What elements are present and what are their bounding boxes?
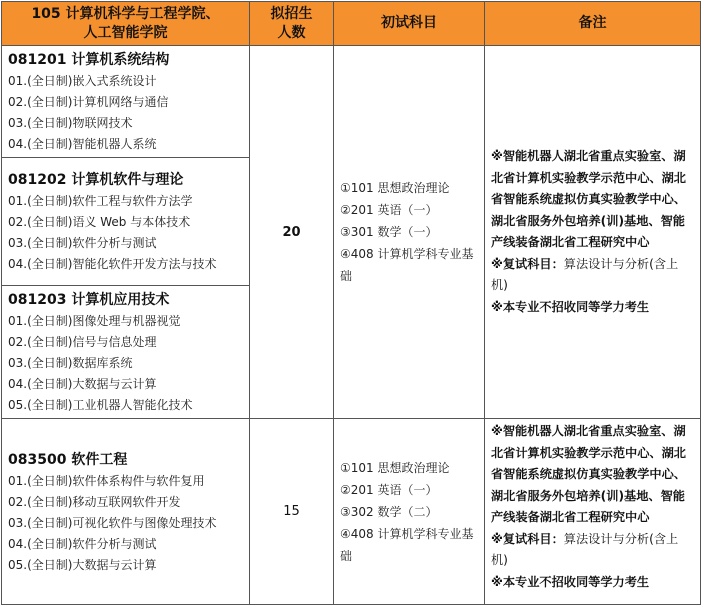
direction-item: 04.(全日制)智能化软件开发方法与技术 xyxy=(8,257,217,271)
exam-subject: ②201 英语（一） xyxy=(340,482,438,497)
note-labs: ※智能机器人湖北省重点实验室、湖北省计算机实验教学示范中心、湖北省智能系统虚拟仿真实验教学中心、湖北省服务外包培养(训)基地、智能产线装备湖北省工程研究中心 xyxy=(491,424,686,524)
note-retest-label: ※复试科目： xyxy=(491,531,564,546)
major-title: 081203 计算机应用技术 xyxy=(8,292,170,308)
notes-cell xyxy=(485,419,701,605)
exam-subject: ①101 思想政治理论 xyxy=(340,181,450,195)
direction-item: 05.(全日制)大数据与云计算 xyxy=(8,557,157,572)
header-college-line1: 105 计算机科学与工程学院、 xyxy=(31,5,220,22)
note-retest-value: 算法设计与分析(含上机) xyxy=(491,531,679,567)
direction-item: 03.(全日制)可视化软件与图像处理技术 xyxy=(8,515,217,530)
note-retest xyxy=(491,254,694,297)
exam-subject: ②201 英语（一） xyxy=(340,203,438,217)
exam-subject: ④408 计算机学科专业基础 xyxy=(340,247,474,283)
admissions-table xyxy=(1,1,701,605)
note-equiv: ※本专业不招收同等学力考生 xyxy=(491,299,650,314)
quota-cell: 20 xyxy=(250,46,334,419)
note-equiv: ※本专业不招收同等学力考生 xyxy=(491,574,650,589)
header-college-line2: 人工智能学院 xyxy=(83,24,168,41)
header-college xyxy=(2,2,250,46)
direction-item: 01.(全日制)图像处理与机器视觉 xyxy=(8,314,181,328)
direction-item: 02.(全日制)语义 Web 与本体技术 xyxy=(8,215,191,229)
exam-subject: ③302 数学（二） xyxy=(340,504,438,519)
note-retest xyxy=(491,529,694,572)
major-row xyxy=(2,419,701,605)
major-row xyxy=(2,46,701,158)
header-exam: 初试科目 xyxy=(334,2,485,46)
direction-item: 04.(全日制)智能机器人系统 xyxy=(8,137,157,151)
header-quota xyxy=(250,2,334,46)
notes-cell xyxy=(485,46,701,419)
major-cell-081201 xyxy=(2,46,250,158)
direction-item: 02.(全日制)信号与信息处理 xyxy=(8,335,157,349)
header-quota-line1: 拟招生 xyxy=(270,5,313,22)
note-labs: ※智能机器人湖北省重点实验室、湖北省计算机实验教学示范中心、湖北省智能系统虚拟仿真实验教学中心、湖北省服务外包培养(训)基地、智能产线装备湖北省工程研究中心 xyxy=(491,149,686,249)
header-row xyxy=(2,2,701,46)
exam-subjects-cell xyxy=(334,46,485,419)
direction-item: 01.(全日制)软件工程与软件方法学 xyxy=(8,194,193,208)
major-title: 083500 软件工程 xyxy=(8,451,128,468)
notes-clip xyxy=(491,421,694,601)
major-cell-083500 xyxy=(2,419,250,605)
direction-item: 04.(全日制)软件分析与测试 xyxy=(8,536,157,551)
major-cell-081203 xyxy=(2,286,250,419)
direction-item: 03.(全日制)软件分析与测试 xyxy=(8,236,157,250)
exam-subject: ③301 数学（一） xyxy=(340,225,438,239)
direction-item: 01.(全日制)嵌入式系统设计 xyxy=(8,74,157,88)
major-title: 081201 计算机系统结构 xyxy=(8,52,170,68)
direction-item: 04.(全日制)大数据与云计算 xyxy=(8,377,157,391)
exam-subject: ④408 计算机学科专业基础 xyxy=(340,526,474,563)
major-title: 081202 计算机软件与理论 xyxy=(8,172,184,188)
direction-item: 03.(全日制)数据库系统 xyxy=(8,356,133,370)
direction-item: 02.(全日制)计算机网络与通信 xyxy=(8,95,169,109)
exam-subjects-cell xyxy=(334,419,485,605)
header-quota-line2: 人数 xyxy=(277,24,306,41)
direction-item: 02.(全日制)移动互联网软件开发 xyxy=(8,494,181,509)
quota-cell: 15 xyxy=(250,419,334,605)
direction-item: 03.(全日制)物联网技术 xyxy=(8,116,133,130)
note-retest-label: ※复试科目： xyxy=(491,256,564,271)
direction-item: 05.(全日制)工业机器人智能化技术 xyxy=(8,398,193,412)
note-retest-value: 算法设计与分析(含上机) xyxy=(491,256,679,292)
direction-item: 01.(全日制)软件体系构件与软件复用 xyxy=(8,473,205,488)
header-notes: 备注 xyxy=(485,2,701,46)
major-cell-081202 xyxy=(2,158,250,286)
exam-subject: ①101 思想政治理论 xyxy=(340,460,450,475)
